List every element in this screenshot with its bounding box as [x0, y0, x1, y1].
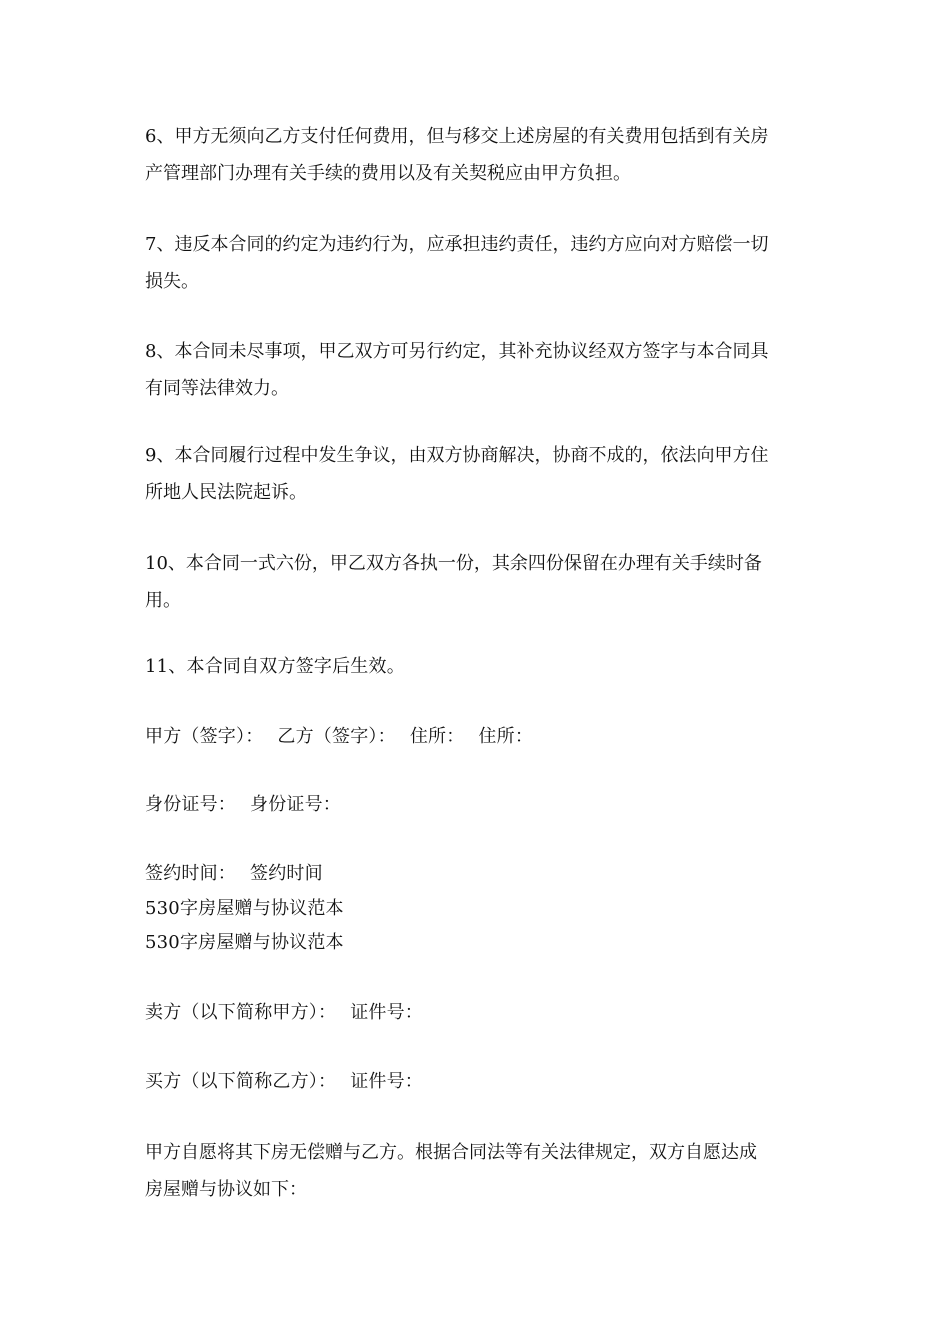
- clause-7-line-1: 7、违反本合同的约定为违约行为，应承担违约责任，违约方应向对方赔偿一切: [145, 234, 769, 255]
- clause-10-line-1: 10、本合同一式六份，甲乙双方各执一份，其余四份保留在办理有关手续时备: [145, 553, 762, 574]
- document-title-text-2: 530字房屋赠与协议范本: [145, 932, 344, 953]
- intro-line-2: 房屋赠与协议如下：: [145, 1179, 307, 1200]
- party-b-sign-time-label: 签约时间: [250, 863, 323, 884]
- party-b-signature-label: 乙方（签字）：: [277, 726, 396, 747]
- document-title-1: [145, 894, 815, 924]
- document-title-text-1: 530字房屋赠与协议范本: [145, 898, 344, 919]
- id-number-line: [145, 790, 815, 820]
- clause-10-line-2: 用。: [145, 590, 181, 611]
- clause-8-line-2: 有同等法律效力。: [145, 378, 289, 399]
- clause-7: [145, 226, 815, 300]
- intro-line-1: 甲方自愿将其下房无偿赠与乙方。根据合同法等有关法律规定，双方自愿达成: [145, 1142, 757, 1163]
- party-a-signature-label: 甲方（签字）：: [145, 726, 264, 747]
- seller-label: 卖方（以下简称甲方）：: [145, 1002, 337, 1023]
- sign-time-line: [145, 859, 815, 889]
- clause-9: [145, 437, 815, 511]
- party-a-id-label: 身份证号：: [145, 794, 236, 815]
- clause-6: [145, 118, 815, 192]
- clause-11: [145, 652, 815, 682]
- clause-6-line-1: 6、甲方无须向乙方支付任何费用，但与移交上述房屋的有关费用包括到有关房: [145, 126, 769, 147]
- buyer-line: [145, 1067, 815, 1097]
- party-b-id-label: 身份证号：: [250, 794, 341, 815]
- signature-line: [145, 722, 815, 752]
- seller-line: [145, 998, 815, 1028]
- clause-8: [145, 333, 815, 407]
- buyer-cert-label: 证件号：: [350, 1071, 424, 1092]
- document-title-2: [145, 928, 815, 958]
- buyer-label: 买方（以下简称乙方）：: [145, 1071, 337, 1092]
- party-b-address-label: 住所：: [478, 726, 534, 747]
- clause-8-line-1: 8、本合同未尽事项，甲乙双方可另行约定，其补充协议经双方签字与本合同具: [145, 341, 769, 362]
- clause-9-line-1: 9、本合同履行过程中发生争议，由双方协商解决，协商不成的，依法向甲方住: [145, 445, 769, 466]
- clause-10: [145, 545, 815, 619]
- party-a-address-label: 住所：: [409, 726, 465, 747]
- intro-paragraph: [145, 1134, 815, 1208]
- clause-7-line-2: 损失。: [145, 271, 199, 292]
- clause-11-line-1: 11、本合同自双方签字后生效。: [145, 656, 405, 677]
- clause-6-line-2: 产管理部门办理有关手续的费用以及有关契税应由甲方负担。: [145, 163, 631, 184]
- clause-9-line-2: 所地人民法院起诉。: [145, 482, 307, 503]
- party-a-sign-time-label: 签约时间：: [145, 863, 236, 884]
- seller-cert-label: 证件号：: [350, 1002, 424, 1023]
